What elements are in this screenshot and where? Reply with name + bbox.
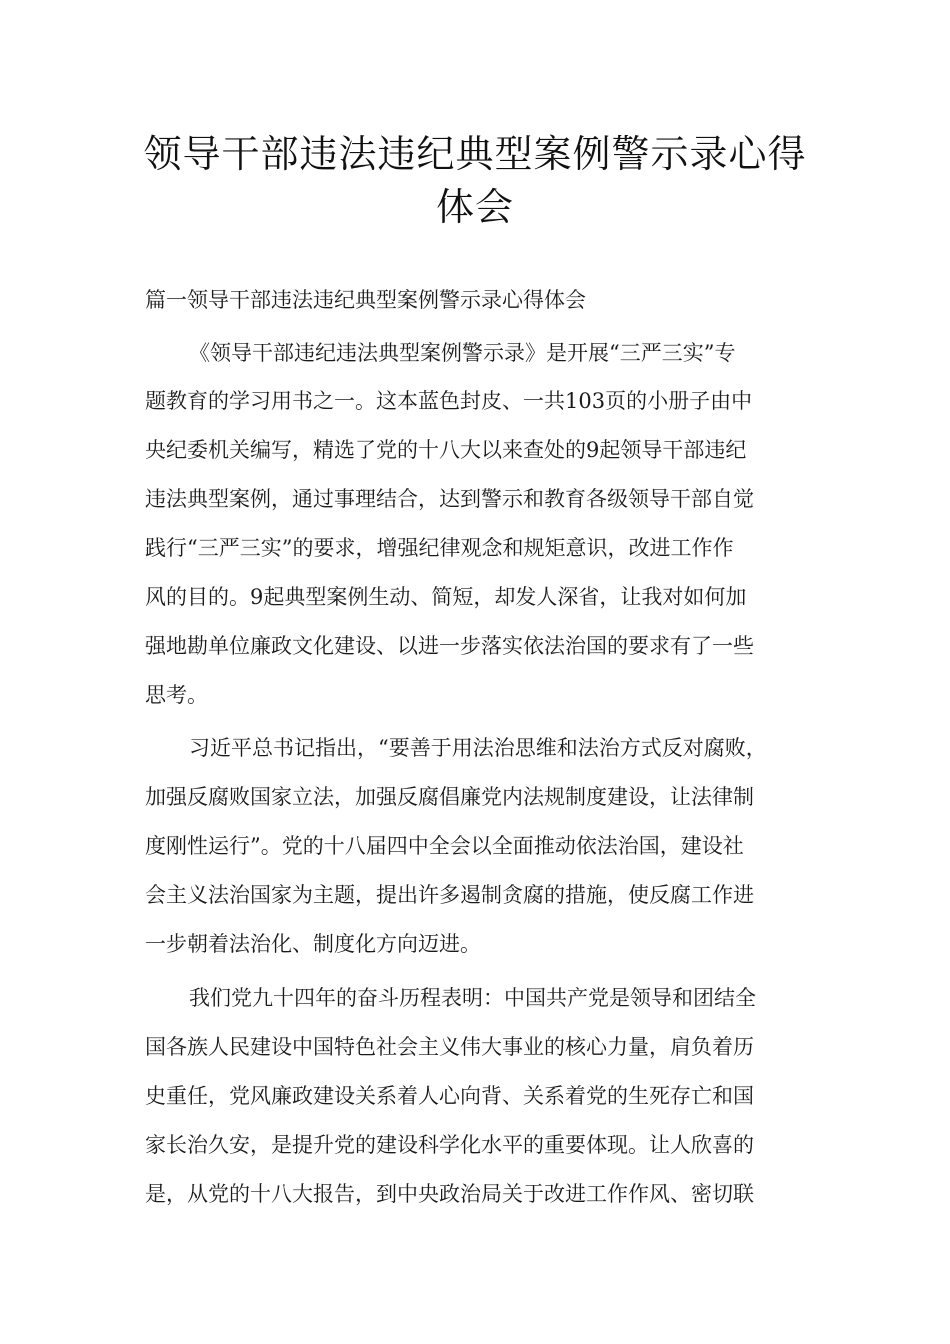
paragraph-1-line-3: 央纪委机关编写，精选了党的十八大以来查处的9起领导干部违纪 bbox=[145, 438, 747, 462]
paragraph-3-line-3: 史重任，党风廉政建设关系着人心向背、关系着党的生死存亡和国 bbox=[145, 1084, 754, 1108]
paragraph-2-line-1: 习近平总书记指出，“要善于用法治思维和法治方式反对腐败， bbox=[189, 736, 767, 760]
paragraph-1-line-2: 题教育的学习用书之一。这本蓝色封皮、一共103页的小册子由中 bbox=[145, 389, 753, 413]
paragraph-3-line-1: 我们党九十四年的奋斗历程表明：中国共产党是领导和团结全 bbox=[189, 986, 756, 1010]
paragraph-3-line-5: 是，从党的十八大报告，到中央政治局关于改进工作作风、密切联 bbox=[145, 1182, 754, 1206]
paragraph-2-line-2: 加强反腐败国家立法，加强反腐倡廉党内法规制度建设，让法律制 bbox=[145, 785, 754, 809]
paragraph-2-line-4: 会主义法治国家为主题，提出许多遏制贪腐的措施，使反腐工作进 bbox=[145, 883, 754, 907]
document-title-line-1: 领导干部违法违纪典型案例警示录心得 bbox=[143, 132, 807, 176]
paragraph-2-line-5: 一步朝着法治化、制度化方向迈进。 bbox=[145, 932, 481, 956]
paragraph-1-line-8: 思考。 bbox=[145, 683, 208, 707]
paragraph-3-line-4: 家长治久安，是提升党的建设科学化水平的重要体现。让人欣喜的 bbox=[145, 1133, 754, 1157]
paragraph-1-line-7: 强地勘单位廉政文化建设、以进一步落实依法治国的要求有了一些 bbox=[145, 634, 754, 658]
paragraph-3-line-2: 国各族人民建设中国特色社会主义伟大事业的核心力量，肩负着历 bbox=[145, 1035, 754, 1059]
paragraph-2-line-3: 度刚性运行”。党的十八届四中全会以全面推动依法治国，建设社 bbox=[145, 834, 744, 858]
paragraph-1-line-4: 违法典型案例，通过事理结合，达到警示和教育各级领导干部自觉 bbox=[145, 487, 754, 511]
paragraph-1-line-1: 《领导干部违纪违法典型案例警示录》是开展“三严三实”专 bbox=[189, 341, 736, 365]
section-heading: 篇一领导干部违法违纪典型案例警示录心得体会 bbox=[145, 288, 586, 312]
paragraph-1-line-6: 风的目的。9起典型案例生动、简短，却发人深省，让我对如何加 bbox=[145, 585, 747, 609]
paragraph-1-line-5: 践行“三严三实”的要求，增强纪律观念和规矩意识，改进工作作 bbox=[145, 536, 734, 560]
document-title-line-2: 体会 bbox=[435, 185, 514, 229]
